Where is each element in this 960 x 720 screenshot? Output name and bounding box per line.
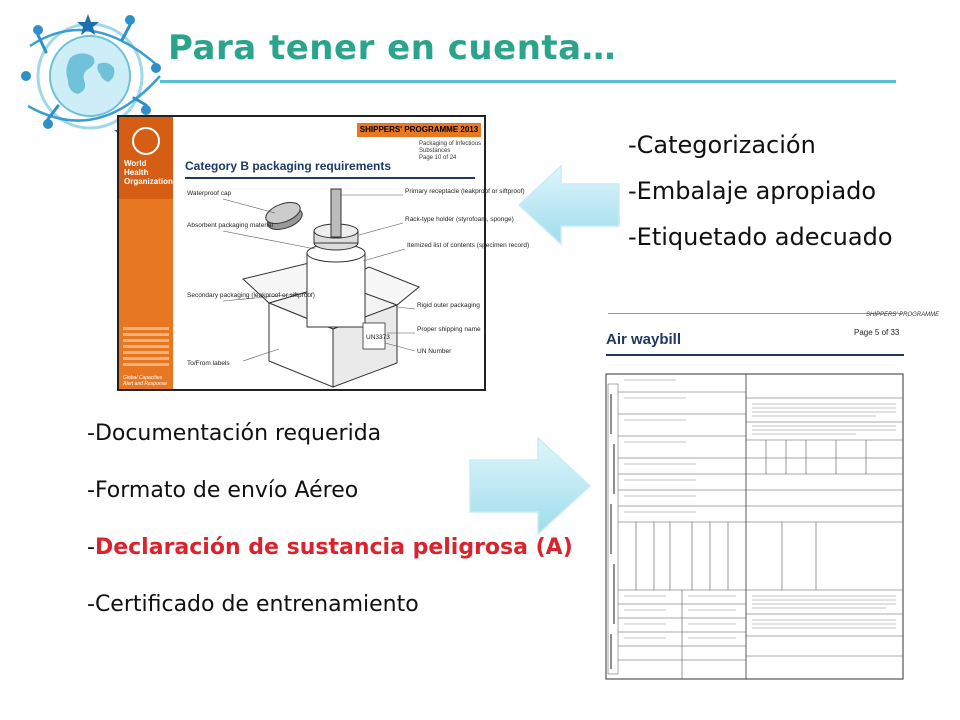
callout-absorbent: Absorbent packaging material — [187, 222, 273, 229]
list-item-etiquetado: -Etiquetado adecuado — [628, 223, 893, 251]
packaging-requirements-list — [628, 126, 893, 264]
who-footer: Global Capacities Alert and Response — [123, 375, 167, 387]
air-waybill-form — [606, 374, 904, 680]
callout-secondary: Secondary packaging (leakproof or siftproof) — [187, 292, 315, 299]
awb-page-number: Page 5 of 33 — [854, 328, 900, 337]
awb-title-rule — [606, 354, 904, 356]
slide-title: Para tener en cuenta… — [168, 28, 617, 68]
awb-header-rule — [608, 313, 902, 314]
list-item-embalaje: -Embalaje apropiado — [628, 177, 877, 205]
list-item-certificado: -Certificado de entrenamiento — [87, 592, 419, 617]
right-arrow-icon — [466, 434, 594, 538]
list-item-categorizacion: -Categorización — [628, 131, 816, 159]
awb-title: Air waybill — [606, 331, 682, 348]
callout-un-number: UN Number — [417, 348, 452, 355]
un-code-label: UN3373 — [366, 334, 390, 341]
who-doc-topic: Packaging of Infectious Substances — [419, 141, 482, 154]
callout-labels: To/From labels — [187, 360, 230, 367]
shippers-programme-banner: SHIPPERS' PROGRAMME 2013 — [357, 123, 481, 137]
list-item-formato: -Formato de envío Aéreo — [87, 478, 359, 503]
list-item-documentacion: -Documentación requerida — [87, 421, 382, 446]
callout-itemized: Itemized list of contents (specimen record) — [407, 242, 530, 249]
who-emblem-icon — [132, 127, 160, 155]
declaracion-text: Declaración de sustancia peligrosa (A) — [94, 535, 573, 560]
awb-header-tag: SHIPPERS' PROGRAMME — [866, 312, 940, 318]
title-underline — [160, 80, 896, 83]
declaracion-dash: - — [87, 535, 95, 560]
left-arrow-icon — [515, 162, 623, 248]
who-org-name: World Health Organization — [124, 159, 173, 186]
who-doc-meta — [419, 141, 485, 162]
callout-shipping-name: Proper shipping name — [417, 326, 481, 333]
callout-waterproof-cap: Waterproof cap — [187, 190, 232, 197]
packaging-diagram — [183, 183, 530, 389]
callout-primary: Primary receptacle (leakproof or siftproof) — [405, 188, 525, 195]
category-b-heading-rule — [185, 177, 475, 179]
who-sidebar-stripes — [123, 327, 169, 372]
callout-rack: Rack-type holder (styrofoam, sponge) — [405, 216, 514, 223]
category-b-heading: Category B packaging requirements — [185, 159, 392, 173]
callout-rigid: Rigid outer packaging — [417, 302, 480, 309]
air-waybill-document — [598, 310, 940, 680]
who-category-b-document — [117, 115, 530, 391]
who-doc-page: Page 10 of 24 — [419, 155, 457, 161]
